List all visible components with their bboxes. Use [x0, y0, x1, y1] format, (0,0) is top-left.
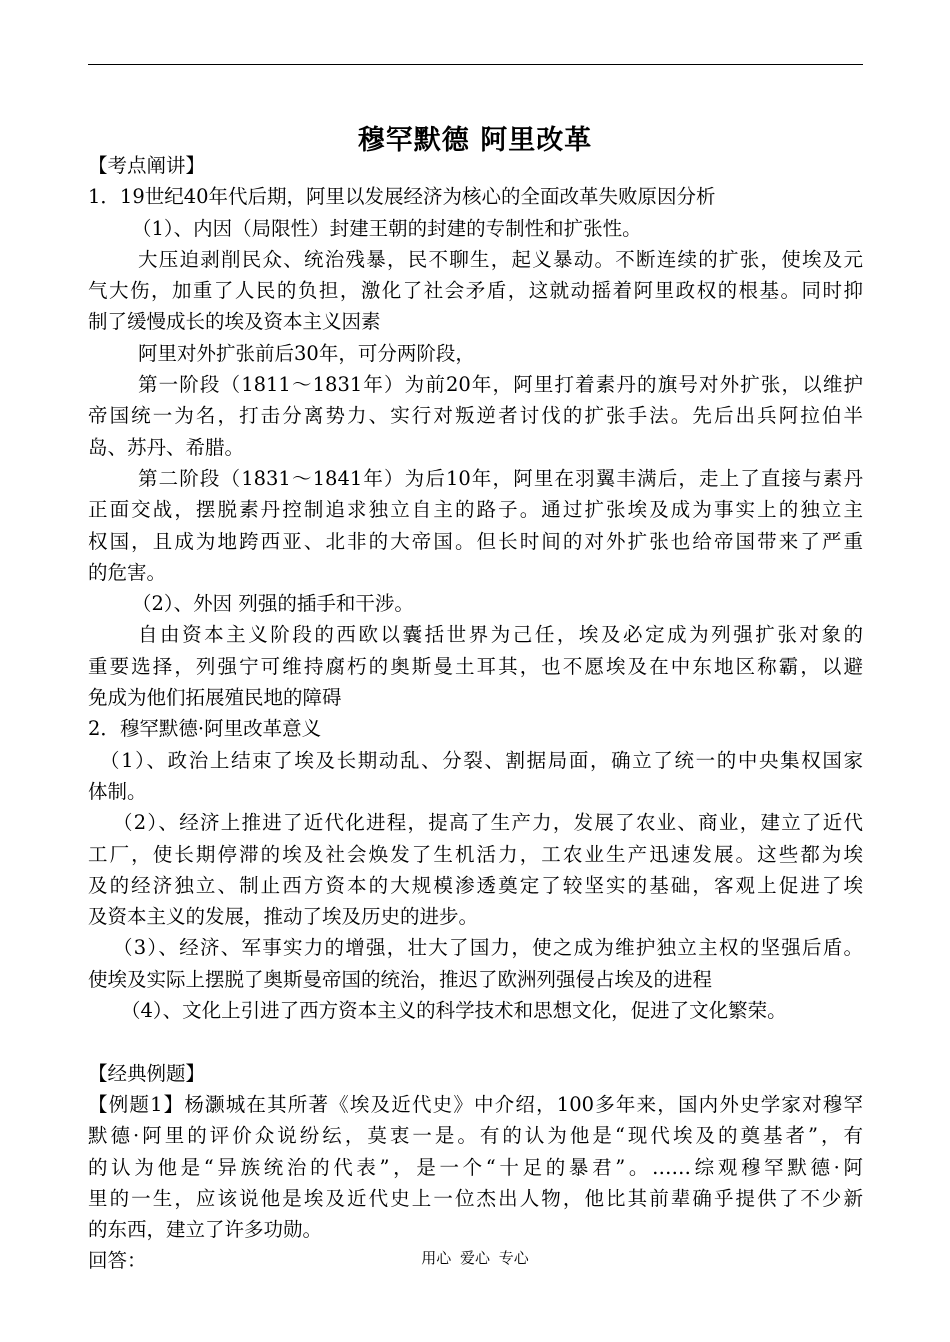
- paragraph-line: 及资本主义的发展，推动了埃及历史的进步。: [88, 905, 479, 929]
- paragraph-line: 阿里对外扩张前后30年，可分两阶段，: [138, 341, 475, 365]
- sub-heading-internal-cause: （1）、内因（局限性）封建王朝的封建的专制性和扩张性。: [132, 216, 642, 240]
- paragraph-line: （4）、文化上引进了西方资本主义的科学技术和思想文化，促进了文化繁荣。: [121, 999, 787, 1023]
- paragraph-line: 岛、苏丹、希腊。: [88, 435, 245, 459]
- example-line: 里的一生，应该说他是埃及近代史上一位杰出人物，他比其前辈确乎提供了不少新: [88, 1186, 863, 1210]
- paragraph-line: 工厂，使长期停滞的埃及社会焕发了生机活力，工农业生产迅速发展。这些都为埃: [88, 842, 863, 866]
- page-footer: 用心 爱心 专心: [421, 1249, 529, 1267]
- paragraph-line: （2）、经济上推进了近代化进程，提高了生产力，发展了农业、商业，建立了近代: [113, 811, 863, 835]
- paragraph-line: 自由资本主义阶段的西欧以囊括世界为己任，埃及必定成为列强扩张对象的: [138, 623, 863, 647]
- example-line: 的认为他是“异族统治的代表”，是一个“十足的暴君”。……综观穆罕默德·阿: [88, 1155, 863, 1179]
- example-line: 默德·阿里的评价众说纷纭，莫衷一是。有的认为他是“现代埃及的奠基者”，有: [88, 1124, 863, 1148]
- point-1-heading: 1．19世纪40年代后期，阿里以发展经济为核心的全面改革失败原因分析: [88, 185, 716, 209]
- paragraph-line: 重要选择，列强宁可维持腐朽的奥斯曼土耳其，也不愿埃及在中东地区称霸，以避: [88, 654, 863, 678]
- point-2-heading: 2．穆罕默德·阿里改革意义: [88, 717, 322, 741]
- section-heading-key-points: 【考点阐讲】: [88, 154, 206, 177]
- paragraph-line: 制了缓慢成长的埃及资本主义因素: [88, 310, 381, 334]
- paragraph-line: 帝国统一为名，打击分离势力、实行对叛逆者讨伐的扩张手法。先后出兵阿拉伯半: [88, 404, 863, 428]
- example-line: 【例题1】杨灏城在其所著《埃及近代史》中介绍，100多年来，国内外史学家对穆罕: [88, 1092, 863, 1116]
- paragraph-line: 权国，且成为地跨西亚、北非的大帝国。但长时间的对外扩张也给帝国带来了严重: [88, 529, 863, 553]
- document-title: 穆罕默德 阿里改革: [357, 125, 593, 156]
- paragraph-line: 第一阶段（1811～1831年）为前20年，阿里打着素丹的旗号对外扩张，以维护: [138, 373, 863, 397]
- sub-heading-external-cause: （2）、外因 列强的插手和干涉。: [132, 592, 414, 616]
- document-body: [88, 150, 863, 1277]
- paragraph-line: （3）、经济、军事实力的增强，壮大了国力，使之成为维护独立主权的坚强后盾。: [113, 936, 863, 960]
- paragraph-line: 使埃及实际上摆脱了奥斯曼帝国的统治，推迟了欧洲列强侵占埃及的进程: [88, 967, 713, 991]
- answer-label: 回答：: [88, 1249, 147, 1273]
- paragraph-line: 的危害。: [88, 560, 167, 584]
- paragraph-line: 气大伤，加重了人民的负担，激化了社会矛盾，这就动摇着阿里政权的根基。同时抑: [88, 279, 863, 303]
- paragraph-line: 免成为他们拓展殖民地的障碍: [88, 686, 342, 710]
- paragraph-line: 及的经济独立、制止西方资本的大规模渗透奠定了较坚实的基础，客观上促进了埃: [88, 873, 863, 897]
- header-rule: [88, 64, 863, 65]
- example-line: 的东西，建立了许多功勋。: [88, 1218, 323, 1242]
- paragraph-line: （1）、政治上结束了埃及长期动乱、分裂、割据局面，确立了统一的中央集权国家: [100, 748, 863, 772]
- paragraph-line: 正面交战，摆脱素丹控制追求独立自主的路子。通过扩张埃及成为事实上的独立主: [88, 498, 863, 522]
- paragraph-line: 体制。: [88, 779, 147, 803]
- section-heading-examples: 【经典例题】: [88, 1061, 206, 1085]
- blank-line: [88, 1026, 863, 1057]
- paragraph-line: 第二阶段（1831～1841年）为后10年，阿里在羽翼丰满后，走上了直接与素丹: [138, 466, 863, 490]
- paragraph-line: 大压迫剥削民众、统治残暴，民不聊生，起义暴动。不断连续的扩张，使埃及元: [138, 247, 863, 271]
